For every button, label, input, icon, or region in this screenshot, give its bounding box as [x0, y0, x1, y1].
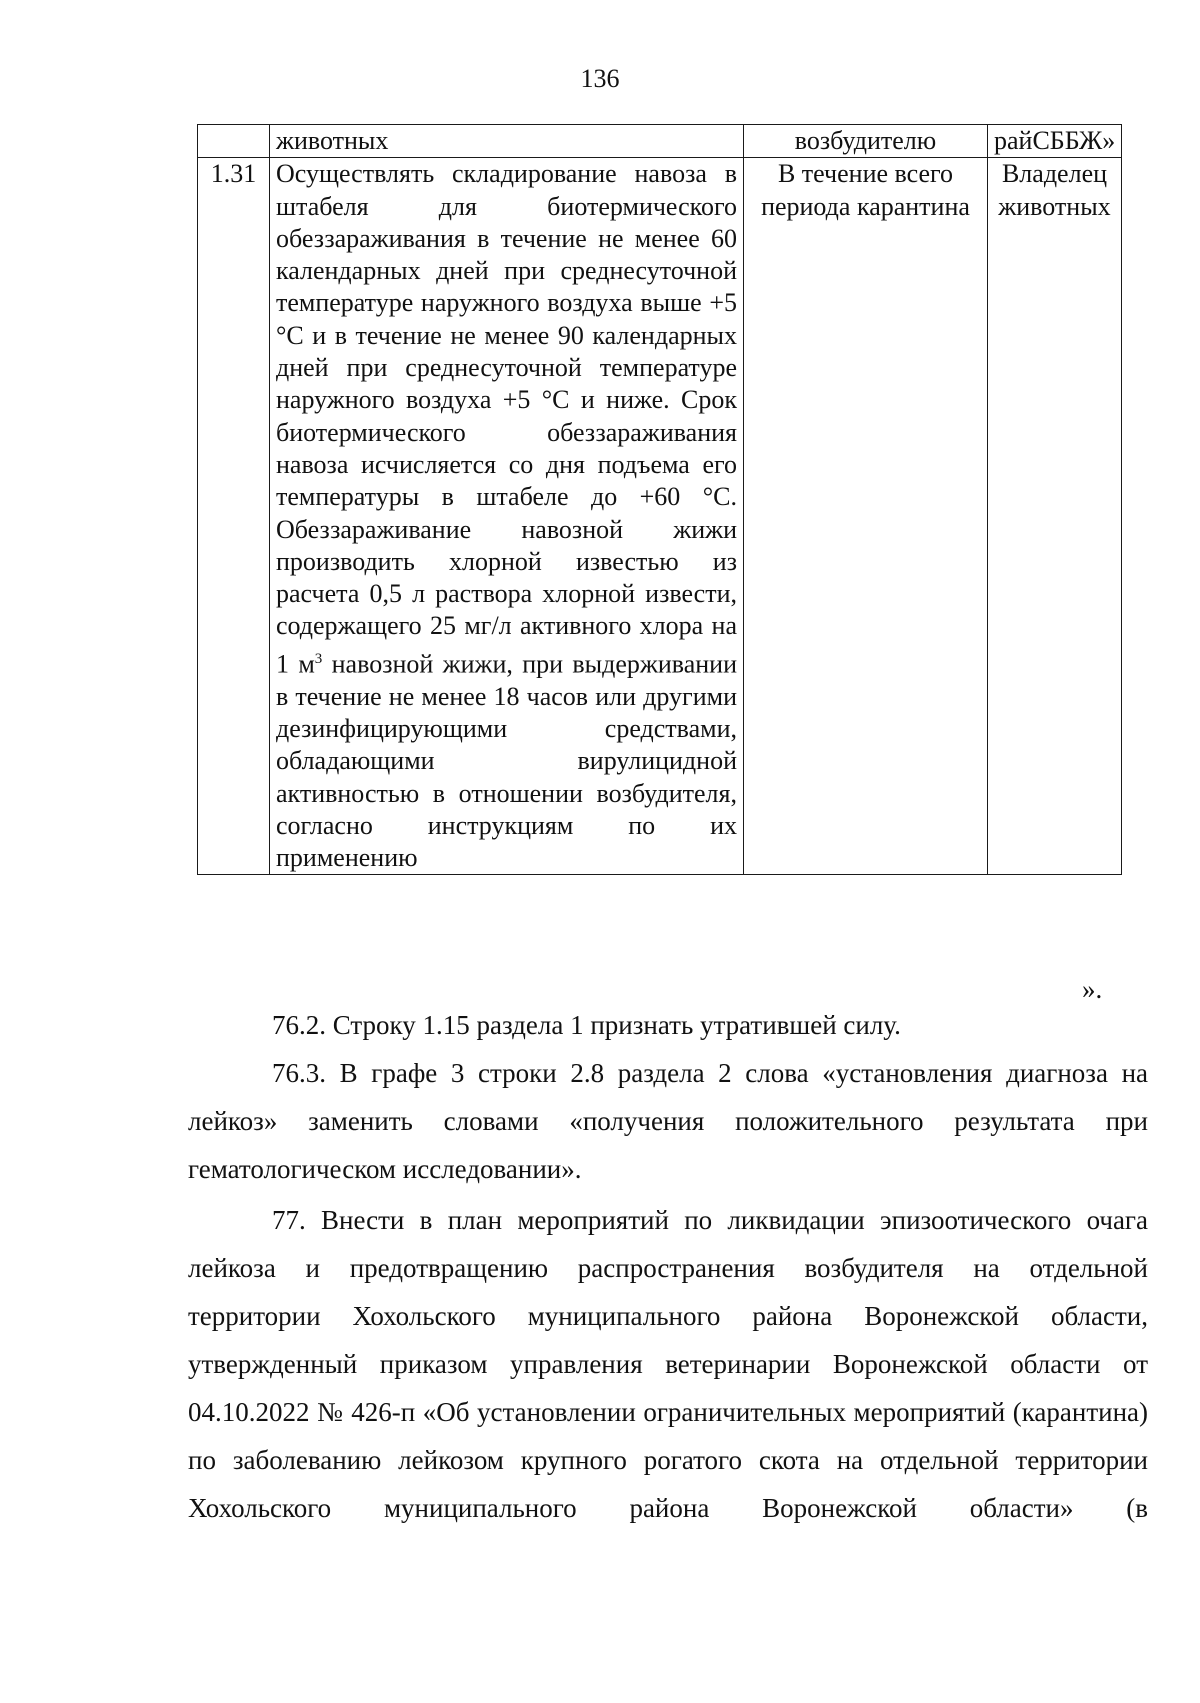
cell-row-number: 1.31 [198, 158, 270, 875]
cell-number-empty [198, 125, 270, 158]
measure-superscript: 3 [314, 650, 323, 667]
cell-measure-text [270, 158, 744, 875]
cell-responsible-continuation: райСББЖ» [988, 125, 1122, 158]
paragraph-77: 77. Внести в план мероприятий по ликвидации эпизоотического очага лейкоза и предотвращению распространения возбудителя на отдельной территории Хохольского муниципального района Воронежской области, утвержденный приказом управления ветеринарии Воронежской области от 04.10.2022 № 426-п «Об установлении ограничительных мероприятий (карантина) по заболеванию лейкозом крупного рогатого скота на отдельной территории Хохольского муниципального района Воронежской области» (в [188, 1205, 1148, 1523]
table-row [198, 158, 1122, 875]
cell-measure-continuation: животных [270, 125, 744, 158]
measure-text-part2: навозной жижи, при выдерживании в течение не менее 18 часов или другими дезинфицирующими средствами, обладающими вирулицидной активностью в отношении возбудителя, согласно инструкциям по их применению [276, 649, 738, 873]
page-number: 136 [580, 64, 620, 93]
cell-term: В течение всего периода карантина [744, 158, 988, 875]
measure-text-part1: Осуществлять складирование навоза в штабеля для биотермического обеззараживания в течение не менее 60 календарных дней при среднесуточной температуре наружного воздуха выше +5 °С и в течение не менее 90 календарных дней при среднесуточной температуре наружного воздуха +5 °С и ниже. Срок биотермического обеззараживания навоза исчисляется со дня подъема его температуры в штабеле до +60 °С. Обеззараживание навозной жижи производить хлорной известью из расчета 0,5 л раствора хлорной извести, содержащего 25 мг/л активного хлора на 1 м [276, 159, 737, 679]
closing-quote: ». [1082, 974, 1103, 1004]
cell-term-continuation: возбудителю [744, 125, 988, 158]
paragraph-76-2: 76.2. Строку 1.15 раздела 1 признать утратившей силу. [272, 1010, 901, 1040]
table-row-continuation [198, 125, 1122, 158]
cell-responsible: Владелец животных [988, 158, 1122, 875]
paragraph-76-3: 76.3. В графе 3 строки 2.8 раздела 2 слова «установления диагноза на лейкоз» заменить словами «получения положительного результата при гематологическом исследовании». [188, 1058, 1148, 1184]
measures-table [197, 124, 1122, 875]
